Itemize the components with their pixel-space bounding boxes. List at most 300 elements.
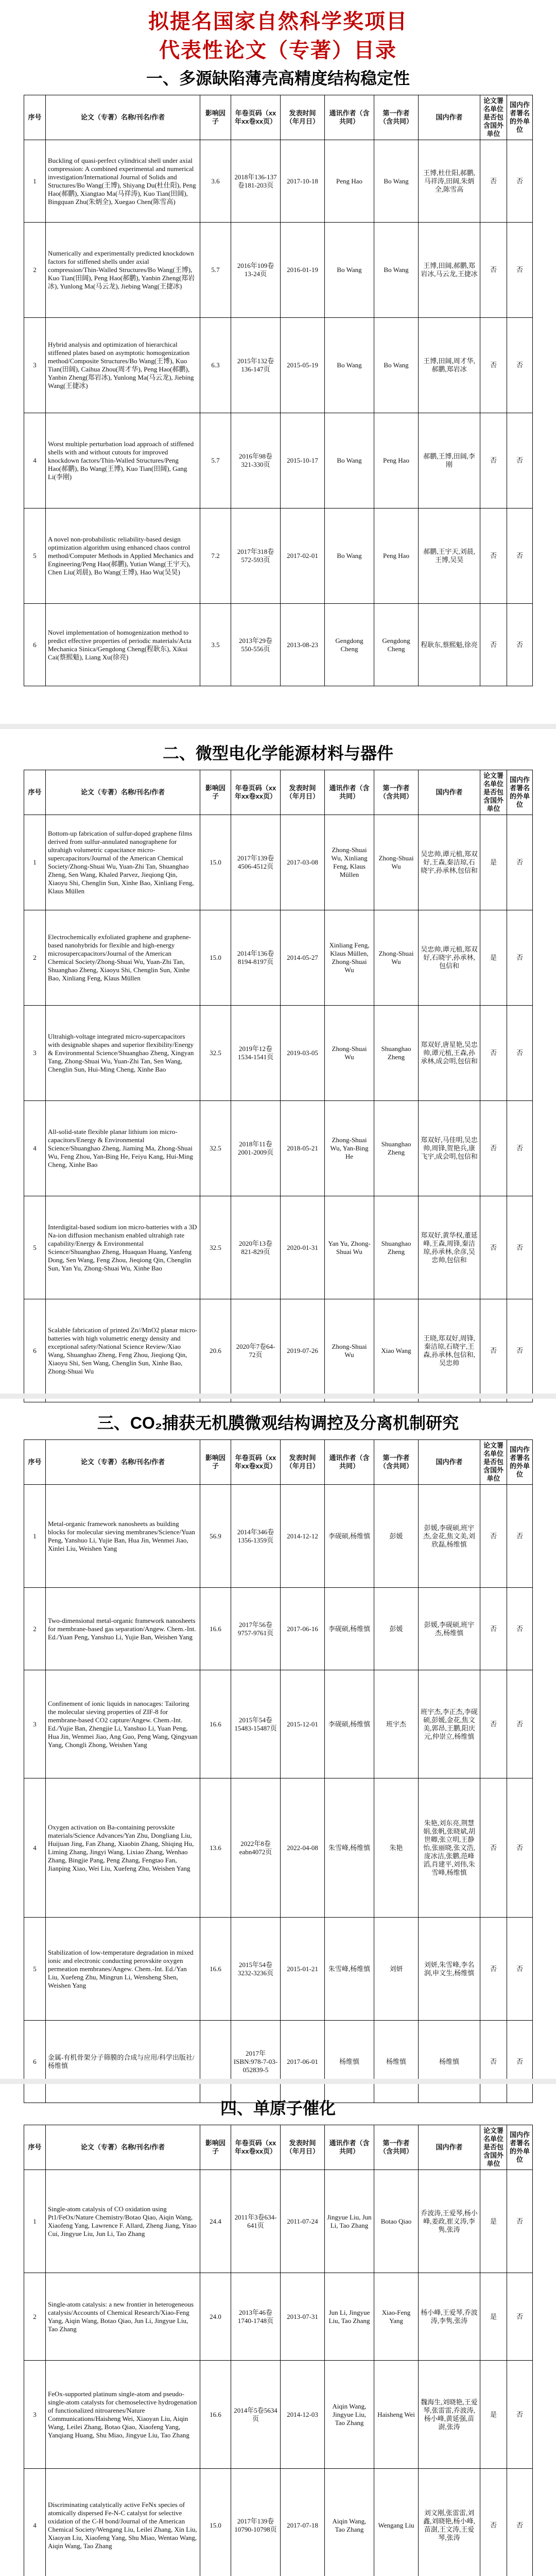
section-title: 二、微型电化学能源材料与器件 <box>162 744 393 762</box>
cell-year: 2020年13卷821-829页 <box>231 1196 281 1299</box>
cell-first: Shuanghao Zheng <box>374 1006 419 1101</box>
table-row <box>24 2021 533 2103</box>
cell-corr: Bo Wang <box>325 223 374 318</box>
cell-date: 2015-01-21 <box>281 1918 325 2021</box>
cell-n: 6 <box>24 1299 46 1402</box>
cell-year: 2014年346卷1356-1359页 <box>231 1485 281 1588</box>
column-header-impact: 影响因子 <box>200 95 231 140</box>
cell-date: 2014-12-12 <box>281 1485 325 1588</box>
cell-first: 班宇杰 <box>374 1670 419 1778</box>
cell-first: Wengang Liu <box>374 2469 419 2576</box>
cell-date: 2011-07-24 <box>281 2170 325 2273</box>
cell-b: 否 <box>507 604 533 686</box>
column-header-first: 第一作者（含共同） <box>374 95 419 140</box>
cell-n: 5 <box>24 1918 46 2021</box>
column-header-pubdate: 发表时间（年月日） <box>281 1440 325 1485</box>
cell-paper: Buckling of quasi-perfect cylindrical shell under axial compression: A combined experimental and numerical investigation/International Journal of Solids and Structures/Bo Wang(王博), Shiyang Du(杜仕阳), Peng Hao(郝鹏), Xiangtao Ma(马祥涛), Kuo Tian(田阔), Bingquan Zhu(朱炳全), Xuegao Chen(陈雪高) <box>46 140 200 223</box>
cell-first: 刘妍 <box>374 1918 419 2021</box>
section-separator <box>0 724 556 729</box>
column-header-impact: 影响因子 <box>200 770 231 815</box>
column-header-paper: 论文（专著）名称/刊名/作者 <box>46 2125 200 2170</box>
cell-year: 2016年109卷13-24页 <box>231 223 281 318</box>
column-header-corr_role: 论文署名单位是否包含国外单位 <box>480 2125 507 2170</box>
table-row <box>24 223 533 318</box>
column-header-year: 年卷页码（xx年xx卷xx页） <box>231 770 281 815</box>
cell-first: 杨维慎 <box>374 2021 419 2103</box>
cell-n: 4 <box>24 2469 46 2576</box>
cell-date: 2014-05-27 <box>281 910 325 1006</box>
cell-impact: 56.9 <box>200 1485 231 1588</box>
cell-dom: 郑双好,马佳明,吴忠帅,周锋,贺艳兵,康飞宇,成会明,包信和 <box>419 1101 480 1196</box>
column-header-paper: 论文（专著）名称/刊名/作者 <box>46 1440 200 1485</box>
cell-corr: Aiqin Wang, Tao Zhang <box>325 2469 374 2576</box>
cell-first: Xiao Wang <box>374 1299 419 1402</box>
column-header-paper: 论文（专著）名称/刊名/作者 <box>46 770 200 815</box>
cell-b: 否 <box>507 2361 533 2469</box>
table-row <box>24 1299 533 1402</box>
cell-n: 2 <box>24 223 46 318</box>
cell-paper: Discriminating catalytically active FeNx species of atomically dispersed Fe-N-C catalyst for selective oxidation of the C-H bond/Journal of the American Chemical Society/Wengang Liu, Leilei Zhang, Xin Liu, Xiaoyan Liu, Xiaofeng Yang, Shu Miao, Wentao Wang, Aiqin Wang, Tao Zhang <box>46 2469 200 2576</box>
cell-a: 否 <box>480 413 507 509</box>
cell-b: 否 <box>507 1778 533 1918</box>
cell-impact: 16.6 <box>200 2361 231 2469</box>
cell-a: 否 <box>480 1101 507 1196</box>
cell-first: Peng Hao <box>374 509 419 604</box>
cell-n: 4 <box>24 1778 46 1918</box>
cell-impact: 5.7 <box>200 413 231 509</box>
column-header-first: 第一作者（含共同） <box>374 2125 419 2170</box>
column-header-seq: 序号 <box>24 1440 46 1485</box>
cell-first: Botao Qiao <box>374 2170 419 2273</box>
cell-dom: 彭媛,李砚硕,班宇杰,金花,焦文美,刘欣磊,杨维慎 <box>419 1485 480 1588</box>
cell-corr: Zhong-Shuai Wu, Yan-Bing He <box>325 1101 374 1196</box>
column-header-author_role: 国内作者署名的外单位 <box>507 1440 533 1485</box>
cell-dom: 杨小峰,王爱琴,乔波涛,李隽,张涛 <box>419 2273 480 2361</box>
cell-paper: Metal-organic framework nanosheets as building blocks for molecular sieving membranes/Science/Yuan Peng, Yanshuo Li, Yujie Ban, Hua Jin, Wenmei Jiao, Xinlei Liu, Weishen Yang <box>46 1485 200 1588</box>
cell-paper: 金属-有机骨架分子筛膜的合成与应用/科学出版社/杨维慎 <box>46 2021 200 2103</box>
cell-a: 否 <box>480 223 507 318</box>
cell-a: 否 <box>480 1006 507 1101</box>
column-header-domestic: 国内作者 <box>419 1440 480 1485</box>
column-header-corresponding: 通讯作者（含共同） <box>325 1440 374 1485</box>
cell-a: 是 <box>480 910 507 1006</box>
cell-year: 2011年3卷634-641页 <box>231 2170 281 2273</box>
table-row <box>24 318 533 413</box>
cell-paper: Interdigital-based sodium ion micro-batteries with a 3D Na-ion diffusion mechanism enabled ultrahigh rate capability/Energy & Environmental Science/Shuanghao Zheng, Huaquan Huang, Yanfeng Dong, Sen Wang, Feng Zhou, Jieqiong Qin, Chenglin Sun, Yan Yu, Zhong-Shuai Wu, Xinhe Bao <box>46 1196 200 1299</box>
cell-a: 否 <box>480 1485 507 1588</box>
cell-date: 2017-07-18 <box>281 2469 325 2576</box>
cell-first: Shuanghao Zheng <box>374 1196 419 1299</box>
cell-impact: 16.6 <box>200 1588 231 1670</box>
cell-corr: Peng Hao <box>325 140 374 223</box>
cell-first: Zhong-Shuai Wu <box>374 910 419 1006</box>
cell-a: 否 <box>480 318 507 413</box>
cell-paper: FeOx-supported platinum single-atom and pseudo-single-atom catalysts for chemoselective hydrogenation of functionalized nitroarenes/Nature Communications/Haisheng Wei, Xiaoyan Liu, Aiqin Wang, Leilei Zhang, Botao Qiao, Xiaofeng Yang, Yanqiang Huang, Shu Miao, Jingyue Liu, Tao Zhang <box>46 2361 200 2469</box>
cell-first: Gengdong Cheng <box>374 604 419 686</box>
cell-b: 否 <box>507 1588 533 1670</box>
cell-n: 2 <box>24 910 46 1006</box>
cell-date: 2015-10-17 <box>281 413 325 509</box>
cell-b: 否 <box>507 1101 533 1196</box>
cell-paper: Numerically and experimentally predicted knockdown factors for stiffened shells under axial compression/Thin-Walled Structures/Bo Wang(王博), Kuo Tian(田阔), Peng Hao(郝鹏), Yanbin Zheng(郑岩冰), Yunlong Ma(马云龙), Jiebing Wang(王捷冰) <box>46 223 200 318</box>
cell-dom: 班宇杰,李正杰,李砚硕,彭媛,金花,焦文美,郭昂,王鹏,阳庆元,仲崇立,杨维慎 <box>419 1670 480 1778</box>
column-header-author_role: 国内作者署名的外单位 <box>507 770 533 815</box>
section-title: 四、单原子催化 <box>220 2099 336 2117</box>
cell-first: Shuanghao Zheng <box>374 1101 419 1196</box>
column-header-author_role: 国内作者署名的外单位 <box>507 95 533 140</box>
cell-a: 否 <box>480 2021 507 2103</box>
cell-first: Zhong-Shuai Wu <box>374 815 419 910</box>
cell-b: 否 <box>507 1485 533 1588</box>
cell-first: Bo Wang <box>374 318 419 413</box>
cell-first: 彭媛 <box>374 1485 419 1588</box>
table-row <box>24 815 533 910</box>
section-3 <box>24 1412 532 2103</box>
cell-impact: 15.0 <box>200 2469 231 2576</box>
cell-corr: 李砚硕,杨维慎 <box>325 1485 374 1588</box>
cell-paper: All-solid-state flexible planar lithium ion micro-capacitors/Energy & Environmental Science/Shuanghao Zheng, Jiaming Ma, Zhong-Shuai Wu, Feng Zhou, Yan-Bing He, Feiyu Kang, Hui-Ming Cheng, Xinhe Bao <box>46 1101 200 1196</box>
cell-corr: Yan Yu, Zhong-Shuai Wu <box>325 1196 374 1299</box>
cell-b: 否 <box>507 910 533 1006</box>
cell-a: 否 <box>480 1196 507 1299</box>
section-title: 三、CO₂捕获无机膜微观结构调控及分离机制研究 <box>97 1414 459 1432</box>
cell-dom: 王博,田阔,郝鹏,郑岩冰,马云龙,王捷冰 <box>419 223 480 318</box>
cell-a: 否 <box>480 604 507 686</box>
paper-table <box>24 95 533 686</box>
cell-impact: 3.5 <box>200 604 231 686</box>
cell-b: 否 <box>507 2273 533 2361</box>
cell-n: 3 <box>24 1006 46 1101</box>
cell-first: Peng Hao <box>374 413 419 509</box>
cell-paper: Bottom-up fabrication of sulfur-doped graphene films derived from sulfur-annulated nanographene for ultrahigh volumetric capacitance micro-supercapacitors/Journal of the American Chemical Society/Zhong-Shuai Wu, Yuan-Zhi Tan, Shuanghao Zheng, Sen Wang, Khaled Parvez, Jieqiong Qin, Xiaoyu Shi, Chenglin Sun, Xinhe Bao, Xinliang Feng, Klaus Müllen <box>46 815 200 910</box>
cell-paper: Two-dimensional metal-organic framework nanosheets for membrane-based gas separation/Angew. Chem.-Int. Ed./Yuan Peng, Yanshuo Li, Yujie Ban, Weishen Yang <box>46 1588 200 1670</box>
cell-date: 2018-05-21 <box>281 1101 325 1196</box>
cell-year: 2017年56卷9757-9761页 <box>231 1588 281 1670</box>
cell-b: 否 <box>507 509 533 604</box>
paper-table <box>24 770 533 1402</box>
cell-impact: 7.2 <box>200 509 231 604</box>
column-header-corresponding: 通讯作者（含共同） <box>325 95 374 140</box>
cell-impact: 15.0 <box>200 815 231 910</box>
cell-n: 1 <box>24 1485 46 1588</box>
cell-paper: Novel implementation of homogenization method to predict effective properties of periodic materials/Acta Mechanica Sinica/Gengdong Cheng(程耿东), Xikui Cai(蔡熙魁), Liang Xu(徐亮) <box>46 604 200 686</box>
cell-paper: Worst multiple perturbation load approach of stiffened shells with and without cutouts for improved knockdown factors/Thin-Walled Structures/Peng Hao(郝鹏), Bo Wang(王博), Kuo Tian(田阔), Gang Li(李刚) <box>46 413 200 509</box>
cell-paper: Scalable fabrication of printed Zn//MnO2 planar micro-batteries with high volumetric energy density and exceptional safety/National Science Review/Xiao Wang, Shuanghao Zheng, Feng Zhou, Jieqiong Qin, Xiaoyu Shi, Sen Wang, Chenglin Sun, Xinhe Bao, Zhong-Shuai Wu <box>46 1299 200 1402</box>
cell-paper: Hybrid analysis and optimization of hierarchical stiffened plates based on asymptotic homogenization method/Composite Structures/Bo Wang(王博), Kuo Tian(田阔), Caihua Zhou(周才华), Peng Hao(郝鹏), Yanbin Zheng(郑岩冰), Yunlong Ma(马云龙), Jiebing Wang(王捷冰) <box>46 318 200 413</box>
column-header-impact: 影响因子 <box>200 1440 231 1485</box>
cell-date: 2017-06-16 <box>281 1588 325 1670</box>
column-header-author_role: 国内作者署名的外单位 <box>507 2125 533 2170</box>
cell-corr: Bo Wang <box>325 318 374 413</box>
cell-dom: 王晓,郑双好,周锋,秦洁琼,石晓宇,王森,孙承林,包信和,吴忠帅 <box>419 1299 480 1402</box>
cell-year: 2017年139卷10790-10798页 <box>231 2469 281 2576</box>
table-row <box>24 604 533 686</box>
cell-corr: Bo Wang <box>325 509 374 604</box>
cell-corr: Gengdong Cheng <box>325 604 374 686</box>
cell-dom: 刘妍,朱雪峰,李名润,申文生,杨维慎 <box>419 1918 480 2021</box>
cell-year: 2015年132卷136-147页 <box>231 318 281 413</box>
section-4 <box>24 2097 532 2576</box>
table-row <box>24 2273 533 2361</box>
cell-corr: 李砚硕,杨维慎 <box>325 1670 374 1778</box>
cell-a: 否 <box>480 1778 507 1918</box>
column-header-corresponding: 通讯作者（含共同） <box>325 770 374 815</box>
cell-date: 2013-08-23 <box>281 604 325 686</box>
column-header-corr_role: 论文署名单位是否包含国外单位 <box>480 1440 507 1485</box>
paper-table <box>24 1439 533 2103</box>
column-header-domestic: 国内作者 <box>419 95 480 140</box>
table-row <box>24 1918 533 2021</box>
cell-a: 是 <box>480 2273 507 2361</box>
cell-corr: Aiqin Wang, Jingyue Liu, Tao Zhang <box>325 2361 374 2469</box>
section-separator <box>0 1394 556 1399</box>
cell-a: 是 <box>480 815 507 910</box>
cell-corr: Xinliang Feng, Klaus Müllen, Zhong-Shuai Wu <box>325 910 374 1006</box>
title-line-1: 拟提名国家自然科学奖项目 <box>148 10 408 33</box>
table-row <box>24 509 533 604</box>
table-header-row <box>24 95 533 140</box>
cell-corr: 朱雪峰,杨维慎 <box>325 1778 374 1918</box>
document-title <box>24 0 532 65</box>
table-row <box>24 1006 533 1101</box>
cell-dom: 乔波涛,王爱琴,杨小峰,姜政,崔义涛,李隽,张涛 <box>419 2170 480 2273</box>
column-header-pubdate: 发表时间（年月日） <box>281 95 325 140</box>
cell-a: 否 <box>480 1299 507 1402</box>
cell-dom: 郝鹏,王博,田阔,李刚 <box>419 413 480 509</box>
cell-corr: 朱雪峰,杨维慎 <box>325 1918 374 2021</box>
cell-year: 2015年54卷15483-15487页 <box>231 1670 281 1778</box>
cell-year: 2013年29卷550-556页 <box>231 604 281 686</box>
cell-b: 否 <box>507 318 533 413</box>
cell-impact: 32.5 <box>200 1006 231 1101</box>
cell-year: 2017年ISBN:978-7-03-052839-5 <box>231 2021 281 2103</box>
section-title: 一、多源缺陷薄壳高精度结构稳定性 <box>146 69 410 88</box>
column-header-year: 年卷页码（xx年xx卷xx页） <box>231 1440 281 1485</box>
cell-dom: 杨维慎 <box>419 2021 480 2103</box>
cell-a: 否 <box>480 1918 507 2021</box>
cell-impact: 3.6 <box>200 140 231 223</box>
cell-paper: Stabilization of low-temperature degradation in mixed ionic and electronic conducting perovskite oxygen permeation membranes/Angew. Chem.-Int. Ed./Yan Liu, Xuefeng Zhu, Mingrun Li, Wensheng Shen, Weishen Yang <box>46 1918 200 2021</box>
cell-date: 2017-03-08 <box>281 815 325 910</box>
cell-a: 是 <box>480 2361 507 2469</box>
table-row <box>24 1101 533 1196</box>
table-row <box>24 413 533 509</box>
cell-b: 否 <box>507 1670 533 1778</box>
cell-year: 2014年5卷5634页 <box>231 2361 281 2469</box>
cell-impact: 16.6 <box>200 1918 231 2021</box>
cell-corr: Zhong-Shuai Wu <box>325 1299 374 1402</box>
cell-corr: Bo Wang <box>325 413 374 509</box>
cell-year: 2019年12卷1534-1541页 <box>231 1006 281 1101</box>
cell-a: 否 <box>480 140 507 223</box>
cell-b: 否 <box>507 1196 533 1299</box>
cell-impact: 20.6 <box>200 1299 231 1402</box>
column-header-seq: 序号 <box>24 2125 46 2170</box>
cell-date: 2015-12-01 <box>281 1670 325 1778</box>
cell-date: 2013-07-31 <box>281 2273 325 2361</box>
table-row <box>24 140 533 223</box>
table-row <box>24 1588 533 1670</box>
section-2 <box>24 742 532 1402</box>
cell-year: 2015年54卷3232-3236页 <box>231 1918 281 2021</box>
table-row <box>24 1485 533 1588</box>
cell-corr: 杨维慎 <box>325 2021 374 2103</box>
column-header-seq: 序号 <box>24 95 46 140</box>
column-header-paper: 论文（专著）名称/刊名/作者 <box>46 95 200 140</box>
cell-n: 3 <box>24 2361 46 2469</box>
cell-dom: 魏海生,刘晓艳,王爱琴,张雷雷,乔波涛,杨小峰,黄延强,苗澍,张涛 <box>419 2361 480 2469</box>
cell-paper: Oxygen activation on Ba-containing perovskite materials/Science Advances/Yan Zhu, Dongliang Liu, Huijuan Jing, Fan Zhang, Xiaobin Zhang, Shiqing Hu, Liming Zhang, Jingyi Wang, Lixiao Zhang, Wenhao Zhang, Bingjie Pang, Peng Zhang, Fengtao Fan, Jianping Xiao, Wei Liu, Xuefeng Zhu, Weishen Yang <box>46 1778 200 1918</box>
cell-first: Xiao-Feng Yang <box>374 2273 419 2361</box>
cell-dom: 王博,杜仕阳,郝鹏,马祥涛,田阔,朱炳全,陈雪高 <box>419 140 480 223</box>
table-row <box>24 2170 533 2273</box>
cell-date: 2022-04-08 <box>281 1778 325 1918</box>
column-header-corresponding: 通讯作者（含共同） <box>325 2125 374 2170</box>
table-header-row <box>24 2125 533 2170</box>
cell-impact: 24.4 <box>200 2170 231 2273</box>
cell-n: 5 <box>24 509 46 604</box>
cell-date: 2019-07-26 <box>281 1299 325 1402</box>
cell-date: 2017-06-01 <box>281 2021 325 2103</box>
cell-n: 3 <box>24 1670 46 1778</box>
table-header-row <box>24 1440 533 1485</box>
cell-date: 2017-02-01 <box>281 509 325 604</box>
cell-b: 否 <box>507 2170 533 2273</box>
cell-date: 2017-10-18 <box>281 140 325 223</box>
column-header-first: 第一作者（含共同） <box>374 1440 419 1485</box>
column-header-first: 第一作者（含共同） <box>374 770 419 815</box>
cell-year: 2017年318卷572-593页 <box>231 509 281 604</box>
cell-impact <box>200 2021 231 2103</box>
cell-date: 2016-01-19 <box>281 223 325 318</box>
cell-n: 5 <box>24 1196 46 1299</box>
table-row <box>24 1196 533 1299</box>
cell-b: 否 <box>507 2469 533 2576</box>
cell-b: 否 <box>507 2021 533 2103</box>
cell-a: 否 <box>480 1588 507 1670</box>
paper-table <box>24 2125 533 2576</box>
cell-b: 否 <box>507 1918 533 2021</box>
cell-dom: 王博,田阔,周才华,郝鹏,郑岩冰 <box>419 318 480 413</box>
cell-n: 2 <box>24 1588 46 1670</box>
cell-impact: 5.7 <box>200 223 231 318</box>
cell-n: 4 <box>24 413 46 509</box>
cell-a: 否 <box>480 509 507 604</box>
cell-paper: Single-atom catalysis: a new frontier in heterogeneous catalysis/Accounts of Chemical Research/Xiao-Feng Yang, Aiqin Wang, Botao Qiao, Jun Li, Jingyue Liu, Tao Zhang <box>46 2273 200 2361</box>
column-header-seq: 序号 <box>24 770 46 815</box>
cell-dom: 程耿东,蔡熙魁,徐亮 <box>419 604 480 686</box>
cell-date: 2019-03-05 <box>281 1006 325 1101</box>
cell-year: 2013年46卷1740-1748页 <box>231 2273 281 2361</box>
cell-corr: 李砚硕,杨维慎 <box>325 1588 374 1670</box>
table-header-row <box>24 770 533 815</box>
cell-n: 1 <box>24 815 46 910</box>
table-row <box>24 1670 533 1778</box>
cell-year: 2018年136-137卷181-203页 <box>231 140 281 223</box>
cell-date: 2015-05-19 <box>281 318 325 413</box>
cell-dom: 朱艳,刘东亮,荆慧娟,张帆,张晓斌,胡世卿,张立明,王静怡,张丽晓,张文浩,庞冰洁,张鹏,范峰滔,肖建平,刘伟,朱雪峰,杨维慎 <box>419 1778 480 1918</box>
cell-n: 1 <box>24 2170 46 2273</box>
title-line-2: 代表性论文（专著）目录 <box>159 39 397 62</box>
cell-b: 否 <box>507 223 533 318</box>
cell-impact: 15.0 <box>200 910 231 1006</box>
table-row <box>24 1778 533 1918</box>
cell-dom: 吴忠帅,谭元植,郑双好,王森,秦洁琼,石晓宇,孙承林,包信和 <box>419 815 480 910</box>
cell-a: 否 <box>480 1670 507 1778</box>
cell-n: 6 <box>24 604 46 686</box>
cell-year: 2014年136卷8194-8197页 <box>231 910 281 1006</box>
cell-year: 2020年7卷64-72页 <box>231 1299 281 1402</box>
cell-first: 朱艳 <box>374 1778 419 1918</box>
cell-impact: 32.5 <box>200 1101 231 1196</box>
table-row <box>24 2469 533 2576</box>
cell-b: 否 <box>507 815 533 910</box>
column-header-corr_role: 论文署名单位是否包含国外单位 <box>480 770 507 815</box>
cell-date: 2014-12-03 <box>281 2361 325 2469</box>
cell-date: 2020-01-31 <box>281 1196 325 1299</box>
cell-b: 否 <box>507 140 533 223</box>
cell-paper: Confinement of ionic liquids in nanocages: Tailoring the molecular sieving properties of ZIF-8 for membrane-based CO2 capture/Angew. Chem.-Int. Ed./Yujie Ban, Zhengjie Li, Yanshuo Li, Yuan Peng, Hua Jin, Wenmei Jiao, Ang Guo, Peng Wang, Qingyuan Yang, Chongli Zhong, Weishen Yang <box>46 1670 200 1778</box>
cell-n: 6 <box>24 2021 46 2103</box>
cell-n: 1 <box>24 140 46 223</box>
column-header-pubdate: 发表时间（年月日） <box>281 2125 325 2170</box>
cell-n: 4 <box>24 1101 46 1196</box>
column-header-impact: 影响因子 <box>200 2125 231 2170</box>
cell-year: 2022年8卷eabn4072页 <box>231 1778 281 1918</box>
cell-year: 2018年11卷2001-2009页 <box>231 1101 281 1196</box>
cell-dom: 郑双好,唐星艳,吴忠帅,谭元植,王森,孙承林,成会明,包信和 <box>419 1006 480 1101</box>
section-1 <box>24 67 532 686</box>
cell-dom: 郝鹏,王宇天,刘晨,王博,吴昊 <box>419 509 480 604</box>
cell-impact: 6.3 <box>200 318 231 413</box>
cell-dom: 彭媛,李砚硕,班宇杰,杨维慎 <box>419 1588 480 1670</box>
cell-year: 2017年139卷4506-4512页 <box>231 815 281 910</box>
table-row <box>24 2361 533 2469</box>
cell-paper: Electrochemically exfoliated graphene and graphene-based nanohybrids for flexible and high-energy microsupercapacitors/Journal of the American Chemical Society/Zhong-Shuai Wu, Yuan-Zhi Tan, Shuanghao Zheng, Xiaoyu Shi, Chenglin Sun, Xinhe Bao, Xinliang Feng, Klaus Müllen <box>46 910 200 1006</box>
cell-corr: Jingyue Liu, Jun Li, Tao Zhang <box>325 2170 374 2273</box>
cell-impact: 16.6 <box>200 1670 231 1778</box>
column-header-year: 年卷页码（xx年xx卷xx页） <box>231 2125 281 2170</box>
cell-a: 否 <box>480 2469 507 2576</box>
cell-n: 3 <box>24 318 46 413</box>
cell-paper: A novel non-probabilistic reliability-based design optimization algorithm using enhanced chaos control method/Computer Methods in Applied Mechanics and Engineering/Peng Hao(郝鹏), Yutian Wang(王宇天), Chen Liu(刘晨), Bo Wang(王博), Hao Wu(吴昊) <box>46 509 200 604</box>
cell-a: 是 <box>480 2170 507 2273</box>
cell-impact: 24.0 <box>200 2273 231 2361</box>
cell-first: Bo Wang <box>374 223 419 318</box>
cell-year: 2016年98卷321-330页 <box>231 413 281 509</box>
cell-first: Haisheng Wei <box>374 2361 419 2469</box>
column-header-pubdate: 发表时间（年月日） <box>281 770 325 815</box>
cell-impact: 32.5 <box>200 1196 231 1299</box>
column-header-year: 年卷页码（xx年xx卷xx页） <box>231 95 281 140</box>
section-separator <box>0 2079 556 2084</box>
cell-corr: Zhong-Shuai Wu, Xinliang Feng, Klaus Müllen <box>325 815 374 910</box>
column-header-domestic: 国内作者 <box>419 2125 480 2170</box>
table-row <box>24 910 533 1006</box>
cell-corr: Zhong-Shuai Wu <box>325 1006 374 1101</box>
cell-paper: Single-atom catalysis of CO oxidation using Pt1/FeOx/Nature Chemistry/Botao Qiao, Aiqin Wang, Xiaofeng Yang, Lawrence F. Allard, Zheng Jiang, Yitao Cui, Jingyue Liu, Jun Li, Tao Zhang <box>46 2170 200 2273</box>
column-header-domestic: 国内作者 <box>419 770 480 815</box>
cell-dom: 郑双好,黄华权,董延峰,王森,周锋,秦洁琼,孙承林,余彦,吴忠帅,包信和 <box>419 1196 480 1299</box>
cell-impact: 13.6 <box>200 1778 231 1918</box>
cell-first: 彭媛 <box>374 1588 419 1670</box>
cell-b: 否 <box>507 1299 533 1402</box>
cell-paper: Ultrahigh-voltage integrated micro-supercapacitors with designable shapes and superior flexibility/Energy & Environmental Science/Shuanghao Zheng, Xingyan Tang, Zhong-Shuai Wu, Yuan-Zhi Tan, Sen Wang, Chenglin Sun, Hui-Ming Cheng, Xinhe Bao <box>46 1006 200 1101</box>
cell-n: 2 <box>24 2273 46 2361</box>
cell-dom: 吴忠帅,谭元植,郑双好,石晓宇,孙承林,包信和 <box>419 910 480 1006</box>
cell-corr: Jun Li, Jingyue Liu, Tao Zhang <box>325 2273 374 2361</box>
cell-dom: 刘文刚,张雷雷,刘鑫,刘晓艳,杨小峰,苗澍,王文涛,王爱琴,张涛 <box>419 2469 480 2576</box>
